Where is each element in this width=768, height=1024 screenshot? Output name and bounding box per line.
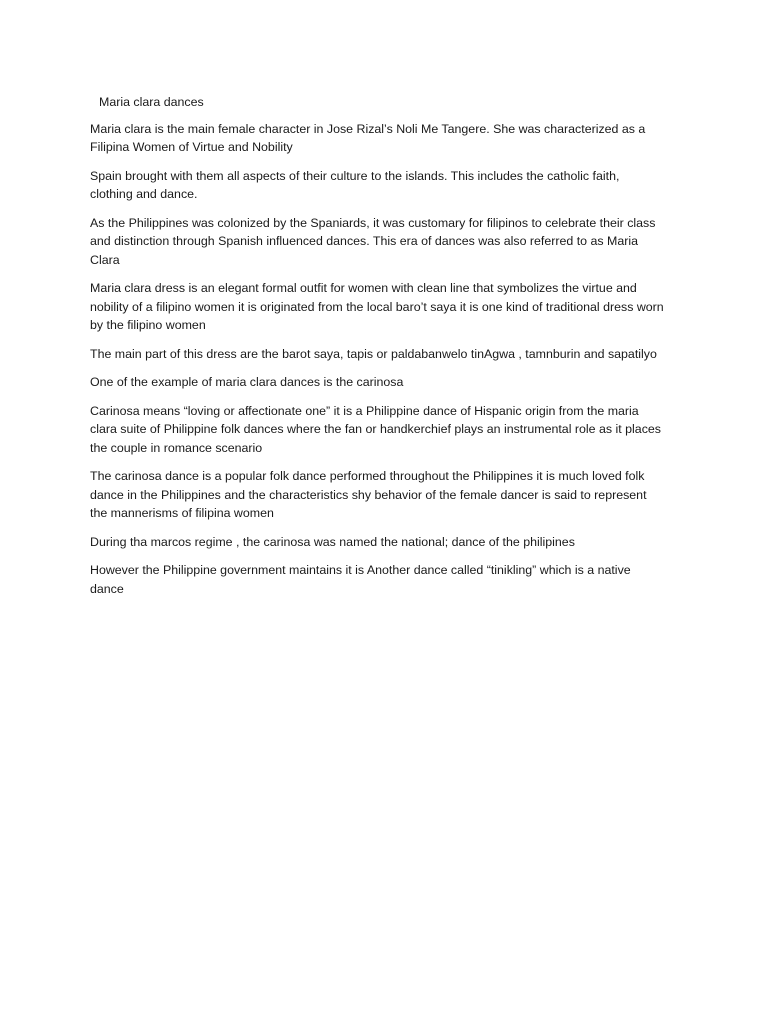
paragraph-1: Maria clara is the main female character in Jose Rizal’s Noli Me Tangere. She was characterized as a Filipina Women of Virtue and Nobility bbox=[90, 121, 646, 154]
paragraph-9: During tha marcos regime , the carinosa was named the national; dance of the philipines bbox=[90, 534, 575, 549]
paragraph-5: The main part of this dress are the barot saya, tapis or paldabanwelo tinAgwa , tamnburin and sapatilyo bbox=[90, 346, 657, 361]
paragraph-3: As the Philippines was colonized by the Spaniards, it was customary for filipinos to celebrate their class and distinction through Spanish influenced dances. This era of dances was also referred to as Maria Clara bbox=[90, 215, 656, 267]
paragraph-8: The carinosa dance is a popular folk dance performed throughout the Philippines it is much loved folk dance in the Philippines and the characteristics shy behavior of the female dancer is said to represent the mannerisms of filipina women bbox=[90, 469, 647, 520]
document-title: Maria clara dances bbox=[99, 95, 204, 109]
document-body bbox=[90, 93, 665, 608]
paragraph-7: Carinosa means “loving or affectionate one” it is a Philippine dance of Hispanic origin from the maria clara suite of Philippine folk dances where the fan or handkerchief plays an instrumental role as it places the couple in romance scenario bbox=[90, 403, 661, 455]
paragraph-4: Maria clara dress is an elegant formal outfit for women with clean line that symbolizes the virtue and nobility of a filipino women it is originated from the local baro’t saya it is one kind of traditional dress worn by the filipino women bbox=[90, 281, 664, 332]
paragraph-2: Spain brought with them all aspects of their culture to the islands. This includes the catholic faith, clothing and dance. bbox=[90, 168, 620, 201]
paragraph-10: However the Philippine government maintains it is Another dance called “tinikling” which is a native dance bbox=[90, 563, 631, 596]
paragraph-6: One of the example of maria clara dances is the carinosa bbox=[90, 375, 404, 389]
